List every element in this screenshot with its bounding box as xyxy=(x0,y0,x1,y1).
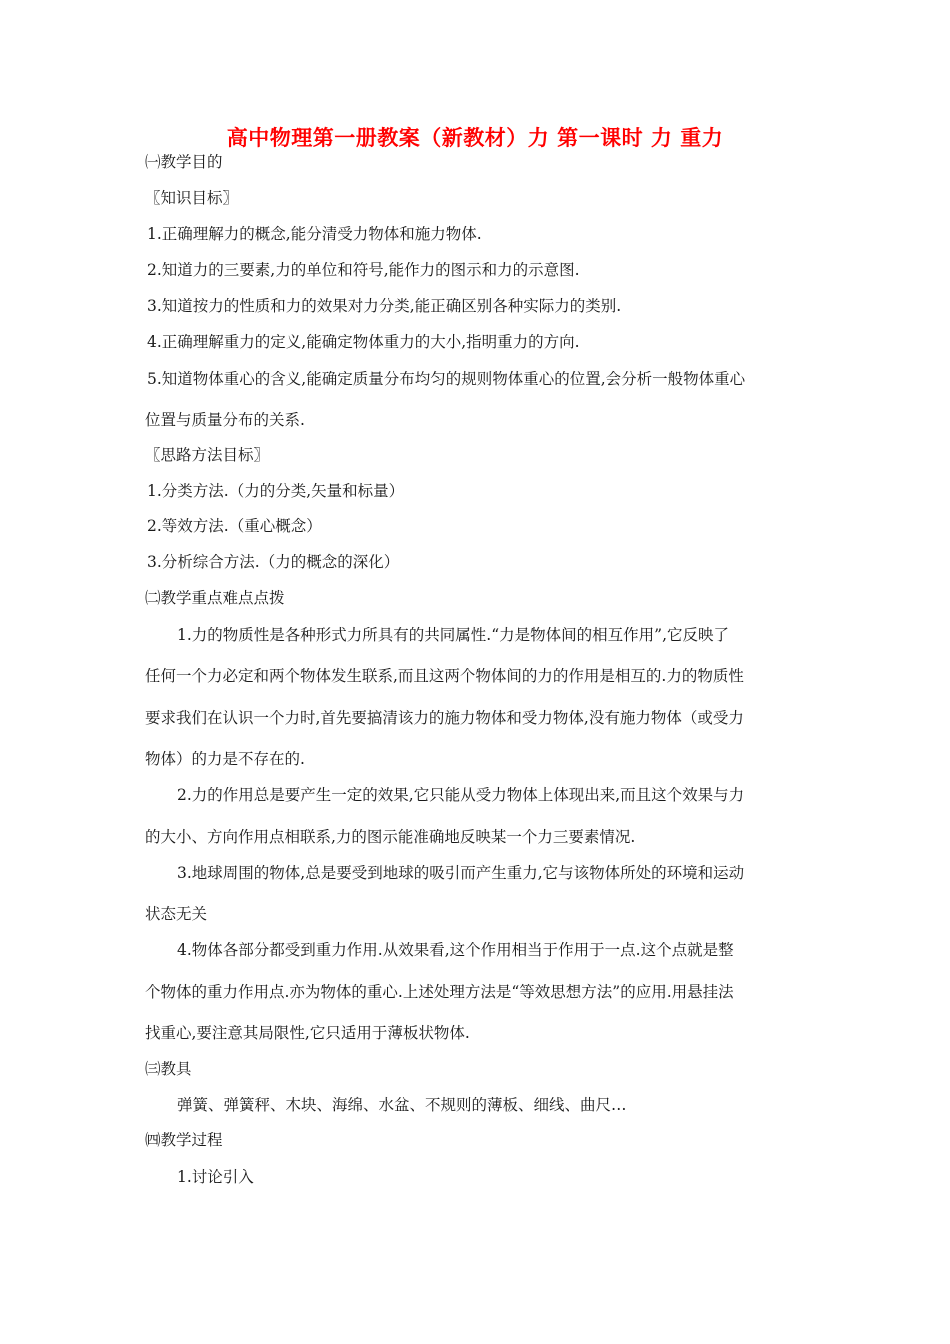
key-point-paragraph-line: 的大小、方向作用点相联系,力的图示能准确地反映某一个力三要素情况. xyxy=(145,828,636,846)
method-goals-heading: 〖思路方法目标〗 xyxy=(145,446,270,464)
key-point-paragraph-line: 4.物体各部分都受到重力作用.从效果看,这个作用相当于作用于一点.这个点就是整 xyxy=(177,941,734,959)
section-heading-teaching-aids: ㈢教具 xyxy=(145,1060,192,1078)
key-point-paragraph-line: 要求我们在认识一个力时,首先要搞清该力的施力物体和受力物体,没有施力物体（或受力 xyxy=(145,709,744,727)
method-goal-item: 3.分析综合方法.（力的概念的深化） xyxy=(147,553,400,571)
key-point-paragraph-line: 物体）的力是不存在的. xyxy=(145,750,305,768)
key-point-paragraph-line: 找重心,要注意其局限性,它只适用于薄板状物体. xyxy=(145,1024,470,1042)
key-point-paragraph-line: 个物体的重力作用点.亦为物体的重心.上述处理方法是“等效思想方法”的应用.用悬挂法 xyxy=(145,983,734,1001)
key-point-paragraph-line: 3.地球周围的物体,总是要受到地球的吸引而产生重力,它与该物体所处的环境和运动 xyxy=(177,864,745,882)
knowledge-goal-item: 1.正确理解力的概念,能分清受力物体和施力物体. xyxy=(147,225,482,243)
section-heading-key-points: ㈡教学重点难点点拨 xyxy=(145,589,285,607)
knowledge-goal-continuation: 位置与质量分布的关系. xyxy=(145,411,305,429)
key-point-paragraph-line: 任何一个力必定和两个物体发生联系,而且这两个物体间的力的作用是相互的.力的物质性 xyxy=(145,667,744,685)
teaching-aids-list: 弹簧、弹簧秤、木块、海绵、水盆、不规则的薄板、细线、曲尺… xyxy=(177,1096,627,1114)
knowledge-goal-item: 5.知道物体重心的含义,能确定质量分布均匀的规则物体重心的位置,会分析一般物体重心 xyxy=(147,370,746,388)
key-point-paragraph-line: 2.力的作用总是要产生一定的效果,它只能从受力物体上体现出来,而且这个效果与力 xyxy=(177,786,745,804)
knowledge-goal-item: 3.知道按力的性质和力的效果对力分类,能正确区别各种实际力的类别. xyxy=(147,297,622,315)
section-heading-process: ㈣教学过程 xyxy=(145,1131,223,1149)
key-point-paragraph-line: 1.力的物质性是各种形式力所具有的共同属性.“力是物体间的相互作用”,它反映了 xyxy=(177,626,729,644)
key-point-paragraph-line: 状态无关 xyxy=(145,905,208,923)
knowledge-goals-heading: 〖知识目标〗 xyxy=(145,189,239,207)
method-goal-item: 1.分类方法.（力的分类,矢量和标量） xyxy=(147,482,405,500)
knowledge-goal-item: 4.正确理解重力的定义,能确定物体重力的大小,指明重力的方向. xyxy=(147,333,580,351)
section-heading-objectives: ㈠教学目的 xyxy=(145,153,223,171)
method-goal-item: 2.等效方法.（重心概念） xyxy=(147,517,322,535)
knowledge-goal-item: 2.知道力的三要素,力的单位和符号,能作力的图示和力的示意图. xyxy=(147,261,580,279)
document-title: 高中物理第一册教案（新教材）力 第一课时 力 重力 xyxy=(226,126,724,150)
process-step: 1.讨论引入 xyxy=(177,1168,254,1186)
